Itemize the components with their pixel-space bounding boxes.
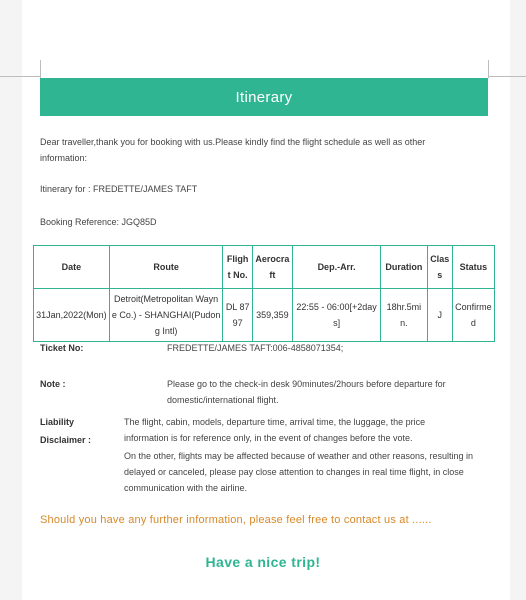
cell-route: Detroit(Metropolitan Wayne Co.) - SHANGHAI(Pudong Intl) <box>109 289 223 342</box>
note-value: Please go to the check-in desk 90minutes/2hours before departure for domestic/international flight. <box>167 379 446 405</box>
cell-date: 31Jan,2022(Mon) <box>34 289 110 342</box>
col-header-dep-arr: Dep.-Arr. <box>292 246 380 289</box>
col-header-aerocraft: Aerocraft <box>252 246 292 289</box>
table-row <box>34 289 495 342</box>
col-header-flight: Flight No. <box>223 246 252 289</box>
liability-label-line1: Liability <box>40 417 75 427</box>
cell-aerocraft: 359,359 <box>252 289 292 342</box>
crop-mark <box>40 60 41 78</box>
cell-dep-arr: 22:55 - 06:00[+2days] <box>292 289 380 342</box>
contact-text: Should you have any further information, please feel free to contact us at ...... <box>40 514 432 526</box>
closing-text: Have a nice trip! <box>205 554 321 570</box>
liability-label-line2: Disclaimer : <box>40 435 92 445</box>
crop-mark <box>488 60 489 78</box>
table-header-row <box>34 246 495 289</box>
cell-duration: 18hr.5min. <box>381 289 427 342</box>
cell-status: Confirmed <box>452 289 494 342</box>
crop-mark <box>488 76 526 77</box>
greeting-text: Dear traveller,thank you for booking with us.Please kindly find the flight schedule as well as other information: <box>40 137 426 163</box>
liability-paragraph-1: The flight, cabin, models, departure time, arrival time, the luggage, the price information is for reference only, in the event of changes before the vote. <box>124 417 426 443</box>
itinerary-for: Itinerary for : FREDETTE/JAMES TAFT <box>40 184 198 194</box>
itinerary-banner <box>40 78 488 116</box>
col-header-status: Status <box>452 246 494 289</box>
note-label: Note : <box>40 379 66 389</box>
liability-label <box>40 414 91 448</box>
col-header-class: Class <box>427 246 452 289</box>
col-header-date: Date <box>34 246 110 289</box>
cell-flight: DL 8797 <box>223 289 252 342</box>
col-header-duration: Duration <box>381 246 427 289</box>
cell-class: J <box>427 289 452 342</box>
flight-table <box>33 245 495 342</box>
col-header-route: Route <box>109 246 223 289</box>
ticket-label: Ticket No: <box>40 343 84 353</box>
ticket-value: FREDETTE/JAMES TAFT:006-4858071354; <box>167 343 344 353</box>
liability-paragraph-2: On the other, flights may be affected because of weather and other reasons, resulting in delayed or canceled, please pay close attention to changes in real time flight, in close communication with the airline. <box>124 451 474 493</box>
crop-mark <box>0 76 40 77</box>
banner-title: Itinerary <box>235 88 293 106</box>
booking-reference: Booking Reference: JGQ85D <box>40 217 157 227</box>
